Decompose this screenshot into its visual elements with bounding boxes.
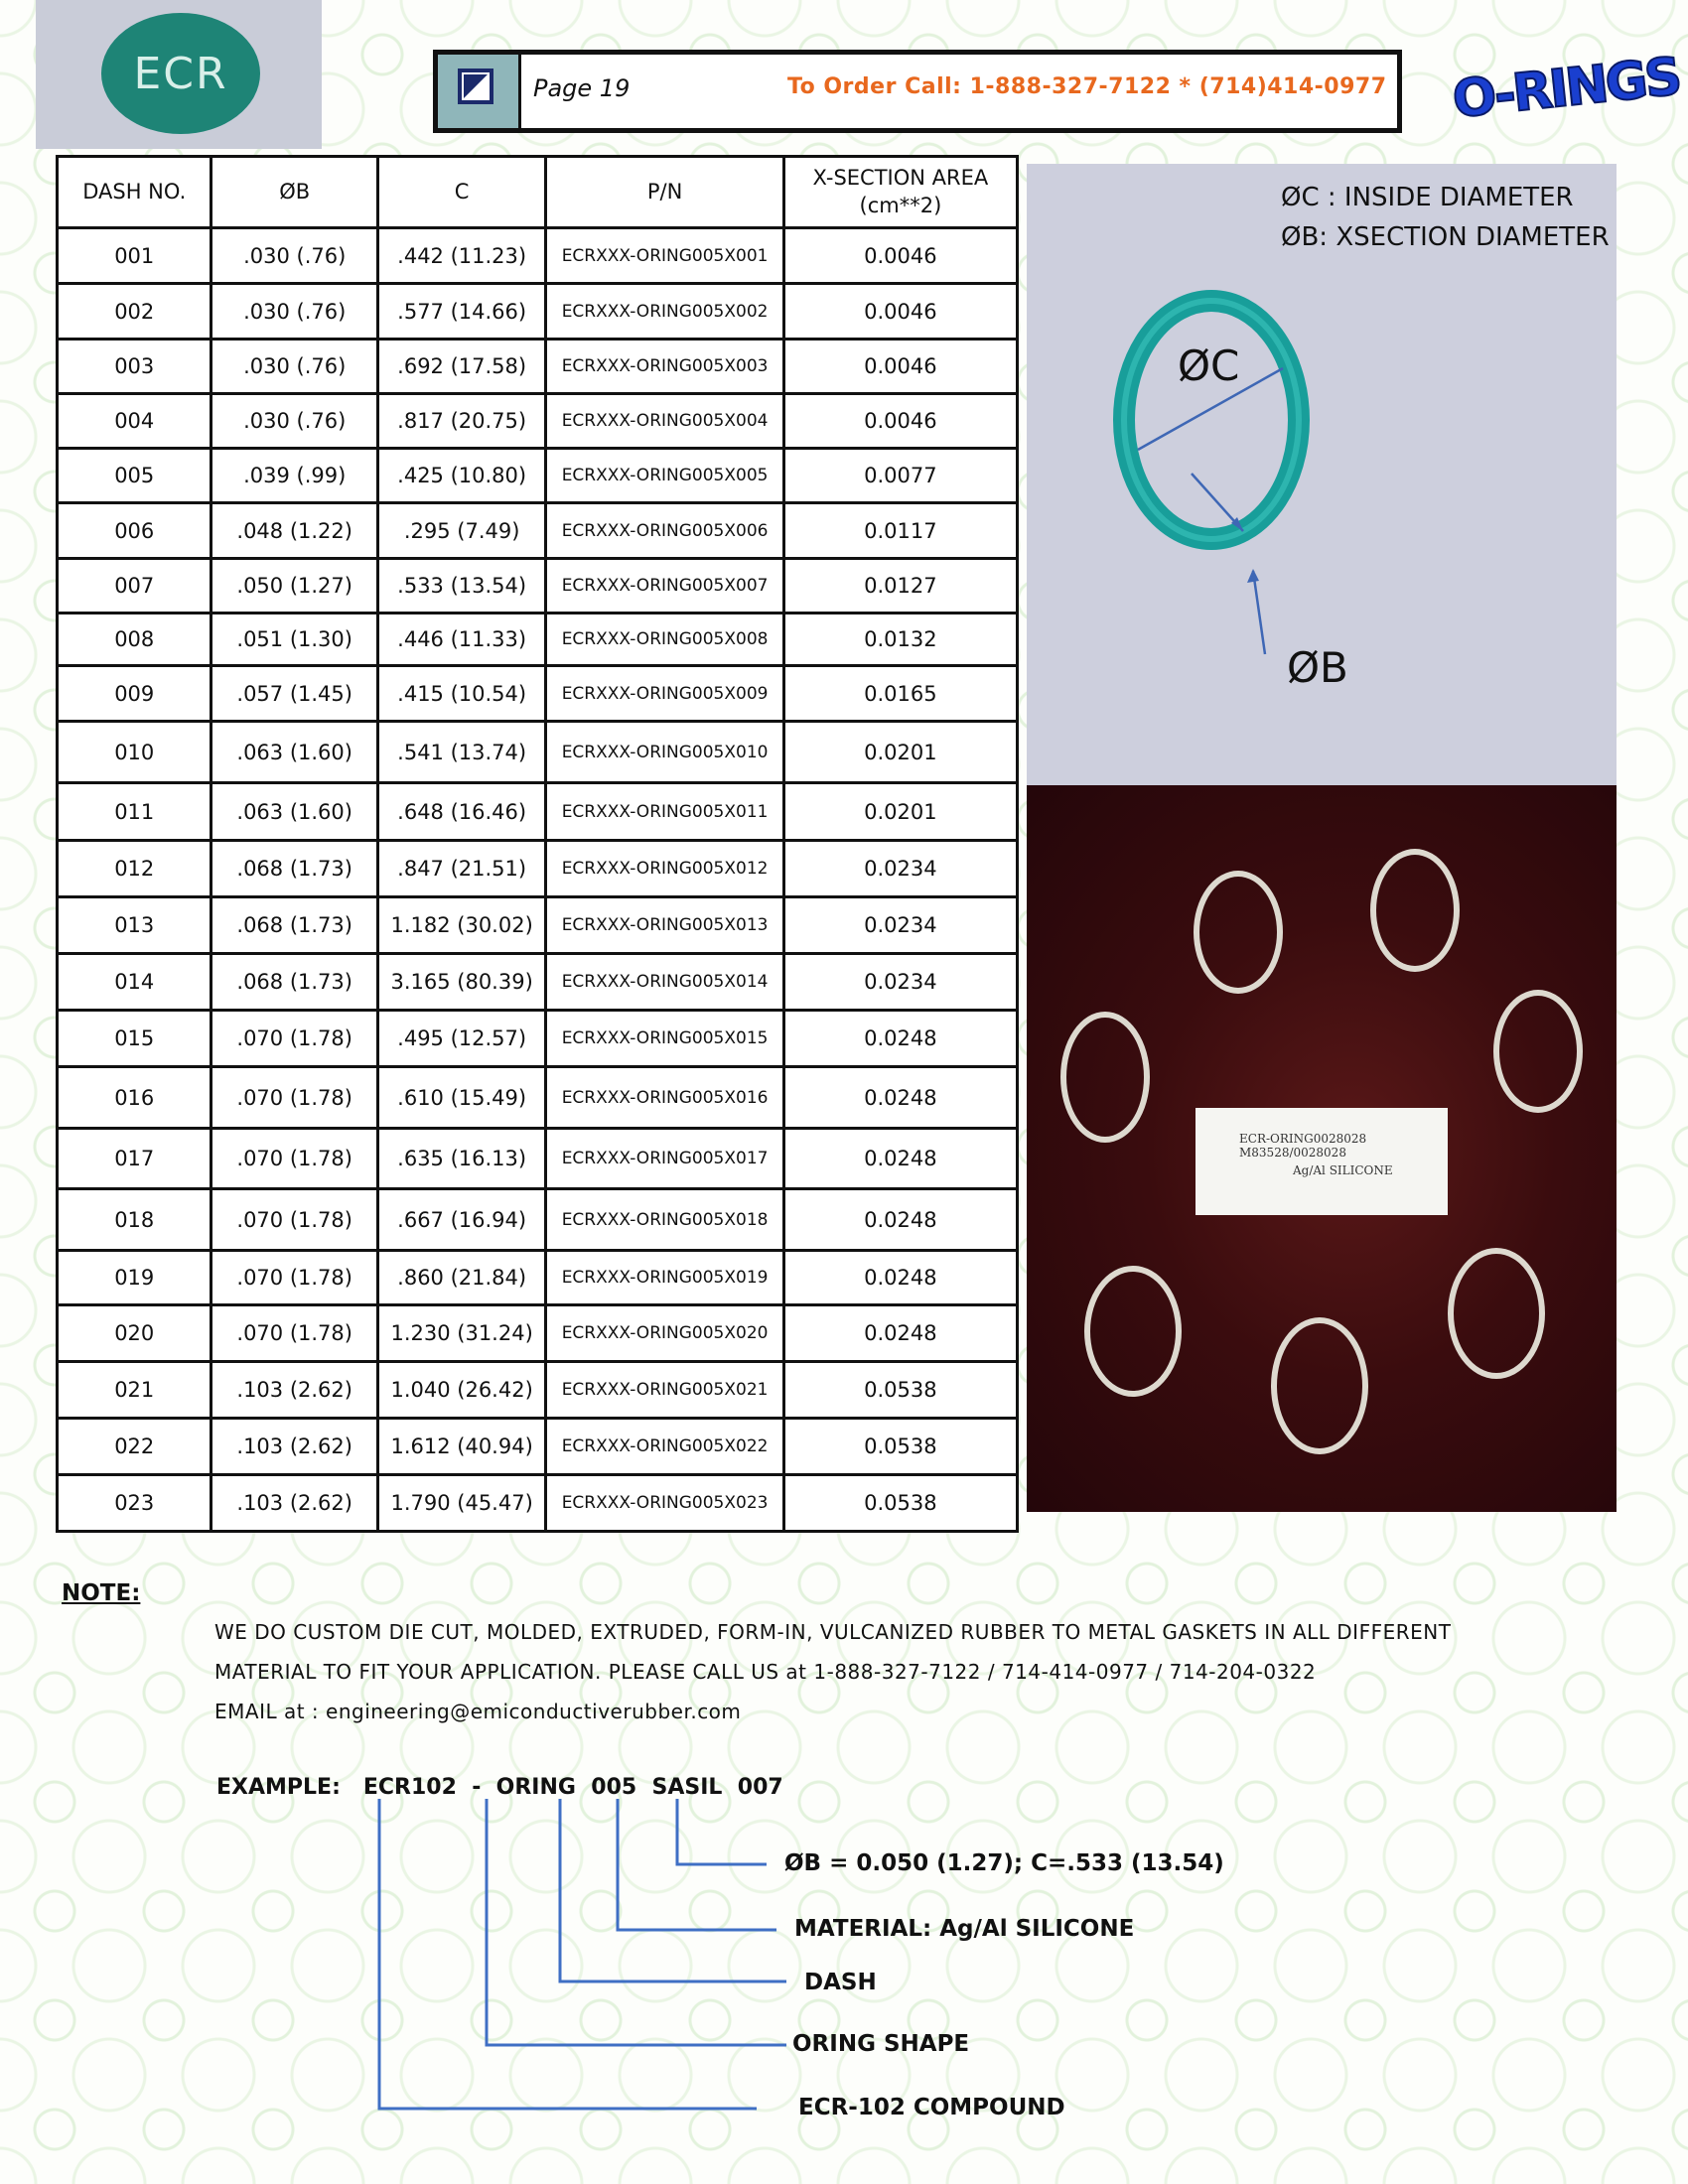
c-dim-cell: .860 (21.84)	[377, 1251, 545, 1305]
area-cell: 0.0117	[783, 503, 1017, 559]
c-dim-cell: .295 (7.49)	[377, 503, 545, 559]
table-row	[58, 394, 1018, 449]
dash-no-cell: 001	[58, 228, 211, 284]
pn-cell: ECRXXX-ORING005X022	[546, 1419, 783, 1475]
area-cell: 0.0248	[783, 1129, 1017, 1189]
dash-no-cell: 014	[58, 954, 211, 1011]
b-dim-cell: .070 (1.78)	[211, 1251, 377, 1305]
table-row	[58, 284, 1018, 340]
photo-ring	[1084, 1266, 1182, 1397]
area-cell: 0.0234	[783, 897, 1017, 954]
photo-ring	[1448, 1248, 1545, 1379]
table-row	[58, 1362, 1018, 1419]
area-cell: 0.0234	[783, 954, 1017, 1011]
label-c: ØC	[1178, 341, 1240, 390]
banner-square-icon	[438, 55, 521, 128]
dash-no-cell: 016	[58, 1067, 211, 1129]
order-phone-text: To Order Call: 1-888-327-7122 * (714)414-0977	[787, 74, 1387, 99]
c-dim-cell: .610 (15.49)	[377, 1067, 545, 1129]
area-cell: 0.0077	[783, 449, 1017, 503]
c-dim-cell: .495 (12.57)	[377, 1011, 545, 1067]
legend-inside-diameter: ØC : INSIDE DIAMETER	[1281, 183, 1574, 212]
pn-cell: ECRXXX-ORING005X009	[546, 666, 783, 722]
table-row	[58, 1475, 1018, 1532]
b-dim-cell: .039 (.99)	[211, 449, 377, 503]
note-line-1: WE DO CUSTOM DIE CUT, MOLDED, EXTRUDED, FORM-IN, VULCANIZED RUBBER TO METAL GASKETS IN ALL DIFFERENT	[214, 1620, 1452, 1644]
area-cell: 0.0538	[783, 1419, 1017, 1475]
callout-dimensions: ØB = 0.050 (1.27); C=.533 (13.54)	[784, 1850, 1224, 1876]
area-cell: 0.0046	[783, 228, 1017, 284]
dash-no-cell: 003	[58, 340, 211, 394]
dash-no-cell: 020	[58, 1305, 211, 1362]
pn-cell: ECRXXX-ORING005X001	[546, 228, 783, 284]
card-text-line2: Ag/Al SILICONE	[1293, 1163, 1393, 1177]
area-cell: 0.0046	[783, 284, 1017, 340]
c-dim-cell: .533 (13.54)	[377, 559, 545, 614]
ecr-logo-box	[36, 0, 322, 149]
b-dim-cell: .030 (.76)	[211, 228, 377, 284]
table-row	[58, 503, 1018, 559]
dash-no-cell: 011	[58, 783, 211, 841]
c-dim-cell: .541 (13.74)	[377, 722, 545, 783]
table-row	[58, 954, 1018, 1011]
dash-no-cell: 007	[58, 559, 211, 614]
oring-spec-table	[56, 155, 1019, 1533]
table-row	[58, 1419, 1018, 1475]
oring-diagram	[1027, 164, 1617, 785]
header-dash-no: DASH NO.	[58, 157, 211, 228]
table-row	[58, 228, 1018, 284]
table-row	[58, 1305, 1018, 1362]
legend-xsection-diameter: ØB: XSECTION DIAMETER	[1281, 222, 1610, 252]
c-dim-cell: 1.790 (45.47)	[377, 1475, 545, 1532]
c-dim-cell: .577 (14.66)	[377, 284, 545, 340]
photo-ring	[1194, 871, 1283, 994]
card-text-line1: ECR-ORING0028028 M83528/0028028	[1239, 1132, 1367, 1160]
svg-text:O-RINGS: O-RINGS	[1450, 47, 1682, 131]
dash-no-cell: 010	[58, 722, 211, 783]
dash-no-cell: 013	[58, 897, 211, 954]
table-row	[58, 897, 1018, 954]
label-b: ØB	[1287, 643, 1348, 692]
pn-cell: ECRXXX-ORING005X016	[546, 1067, 783, 1129]
c-dim-cell: .692 (17.58)	[377, 340, 545, 394]
table-row	[58, 841, 1018, 897]
header-xsection-area: X-SECTION AREA (cm**2)	[783, 157, 1017, 228]
b-dim-cell: .030 (.76)	[211, 394, 377, 449]
b-dim-cell: .070 (1.78)	[211, 1189, 377, 1251]
b-dim-cell: .070 (1.78)	[211, 1305, 377, 1362]
b-dim-cell: .103 (2.62)	[211, 1362, 377, 1419]
callout-oring-shape: ORING SHAPE	[792, 2031, 970, 2057]
pn-cell: ECRXXX-ORING005X015	[546, 1011, 783, 1067]
dash-no-cell: 005	[58, 449, 211, 503]
dash-no-cell: 009	[58, 666, 211, 722]
photo-label-card	[1196, 1108, 1448, 1215]
table-row	[58, 1189, 1018, 1251]
b-dim-cell: .068 (1.73)	[211, 897, 377, 954]
b-dim-cell: .050 (1.27)	[211, 559, 377, 614]
c-dim-cell: .446 (11.33)	[377, 614, 545, 666]
pn-cell: ECRXXX-ORING005X005	[546, 449, 783, 503]
dash-no-cell: 017	[58, 1129, 211, 1189]
dash-no-cell: 021	[58, 1362, 211, 1419]
note-title: NOTE:	[62, 1580, 141, 1606]
page-label: Page 19	[533, 74, 631, 102]
table-row	[58, 340, 1018, 394]
pn-cell: ECRXXX-ORING005X020	[546, 1305, 783, 1362]
table-row	[58, 559, 1018, 614]
dash-no-cell: 022	[58, 1419, 211, 1475]
area-cell: 0.0248	[783, 1067, 1017, 1129]
callout-dash: DASH	[804, 1970, 877, 1995]
pn-cell: ECRXXX-ORING005X007	[546, 559, 783, 614]
b-dim-cell: .103 (2.62)	[211, 1419, 377, 1475]
c-dim-cell: .847 (21.51)	[377, 841, 545, 897]
callout-material: MATERIAL: Ag/Al SILICONE	[794, 1916, 1135, 1942]
area-cell: 0.0248	[783, 1011, 1017, 1067]
pn-cell: ECRXXX-ORING005X006	[546, 503, 783, 559]
area-cell: 0.0248	[783, 1189, 1017, 1251]
c-dim-cell: 1.040 (26.42)	[377, 1362, 545, 1419]
table-row	[58, 666, 1018, 722]
area-cell: 0.0538	[783, 1362, 1017, 1419]
area-cell: 0.0127	[783, 559, 1017, 614]
b-dim-cell: .048 (1.22)	[211, 503, 377, 559]
area-cell: 0.0538	[783, 1475, 1017, 1532]
orings-brand-logo	[1446, 40, 1682, 131]
header-b: ØB	[211, 157, 377, 228]
b-dim-cell: .070 (1.78)	[211, 1129, 377, 1189]
note-email-line: EMAIL at : engineering@emiconductiverubber.com	[214, 1700, 742, 1723]
photo-ring	[1370, 849, 1460, 972]
dash-no-cell: 004	[58, 394, 211, 449]
pn-cell: ECRXXX-ORING005X002	[546, 284, 783, 340]
area-cell: 0.0132	[783, 614, 1017, 666]
pn-cell: ECRXXX-ORING005X010	[546, 722, 783, 783]
pn-cell: ECRXXX-ORING005X012	[546, 841, 783, 897]
c-dim-cell: .817 (20.75)	[377, 394, 545, 449]
xsection-arrow-bottom	[1253, 571, 1265, 654]
c-dim-cell: 3.165 (80.39)	[377, 954, 545, 1011]
area-cell: 0.0046	[783, 394, 1017, 449]
pn-cell: ECRXXX-ORING005X013	[546, 897, 783, 954]
c-dim-cell: .415 (10.54)	[377, 666, 545, 722]
photo-ring	[1060, 1012, 1150, 1143]
b-dim-cell: .103 (2.62)	[211, 1475, 377, 1532]
pn-cell: ECRXXX-ORING005X017	[546, 1129, 783, 1189]
b-dim-cell: .070 (1.78)	[211, 1011, 377, 1067]
c-dim-cell: .442 (11.23)	[377, 228, 545, 284]
table-row	[58, 1129, 1018, 1189]
part-number-example: EXAMPLE: ECR102 - ORING 005 SASIL 007	[216, 1775, 783, 1800]
c-dim-cell: .635 (16.13)	[377, 1129, 545, 1189]
photo-ring	[1493, 990, 1583, 1113]
pn-cell: ECRXXX-ORING005X019	[546, 1251, 783, 1305]
table-row	[58, 449, 1018, 503]
pn-cell: ECRXXX-ORING005X011	[546, 783, 783, 841]
b-dim-cell: .057 (1.45)	[211, 666, 377, 722]
dash-no-cell: 023	[58, 1475, 211, 1532]
pn-cell: ECRXXX-ORING005X003	[546, 340, 783, 394]
dash-no-cell: 015	[58, 1011, 211, 1067]
b-dim-cell: .030 (.76)	[211, 340, 377, 394]
header-pn: P/N	[546, 157, 783, 228]
area-cell: 0.0201	[783, 722, 1017, 783]
photo-ring	[1271, 1317, 1368, 1454]
pn-cell: ECRXXX-ORING005X008	[546, 614, 783, 666]
oring-diagram-panel	[1027, 164, 1617, 785]
table-row	[58, 722, 1018, 783]
b-dim-cell: .068 (1.73)	[211, 841, 377, 897]
dash-no-cell: 019	[58, 1251, 211, 1305]
c-dim-cell: .667 (16.94)	[377, 1189, 545, 1251]
header-c: C	[377, 157, 545, 228]
dash-no-cell: 006	[58, 503, 211, 559]
b-dim-cell: .070 (1.78)	[211, 1067, 377, 1129]
ecr-logo: ECR	[101, 13, 260, 134]
dash-no-cell: 008	[58, 614, 211, 666]
pn-cell: ECRXXX-ORING005X018	[546, 1189, 783, 1251]
table-row	[58, 1251, 1018, 1305]
table-row	[58, 1011, 1018, 1067]
dash-no-cell: 002	[58, 284, 211, 340]
area-cell: 0.0046	[783, 340, 1017, 394]
c-dim-cell: .425 (10.80)	[377, 449, 545, 503]
table-header-row	[58, 157, 1018, 228]
c-dim-cell: .648 (16.46)	[377, 783, 545, 841]
c-dim-cell: 1.612 (40.94)	[377, 1419, 545, 1475]
pn-cell: ECRXXX-ORING005X014	[546, 954, 783, 1011]
area-cell: 0.0234	[783, 841, 1017, 897]
area-cell: 0.0201	[783, 783, 1017, 841]
table-row	[58, 1067, 1018, 1129]
table-row	[58, 614, 1018, 666]
area-cell: 0.0165	[783, 666, 1017, 722]
pn-cell: ECRXXX-ORING005X021	[546, 1362, 783, 1419]
order-banner	[433, 50, 1402, 133]
dash-no-cell: 012	[58, 841, 211, 897]
c-dim-cell: 1.230 (31.24)	[377, 1305, 545, 1362]
callout-compound: ECR-102 COMPOUND	[798, 2095, 1065, 2120]
pn-cell: ECRXXX-ORING005X023	[546, 1475, 783, 1532]
area-cell: 0.0248	[783, 1251, 1017, 1305]
b-dim-cell: .068 (1.73)	[211, 954, 377, 1011]
note-line-2: MATERIAL TO FIT YOUR APPLICATION. PLEASE CALL US at 1-888-327-7122 / 714-414-0977 / 714-204-0322	[214, 1660, 1317, 1684]
table-row	[58, 783, 1018, 841]
b-dim-cell: .051 (1.30)	[211, 614, 377, 666]
area-cell: 0.0248	[783, 1305, 1017, 1362]
b-dim-cell: .063 (1.60)	[211, 783, 377, 841]
b-dim-cell: .063 (1.60)	[211, 722, 377, 783]
dash-no-cell: 018	[58, 1189, 211, 1251]
c-dim-cell: 1.182 (30.02)	[377, 897, 545, 954]
oring-photo	[1027, 785, 1617, 1512]
b-dim-cell: .030 (.76)	[211, 284, 377, 340]
pn-cell: ECRXXX-ORING005X004	[546, 394, 783, 449]
